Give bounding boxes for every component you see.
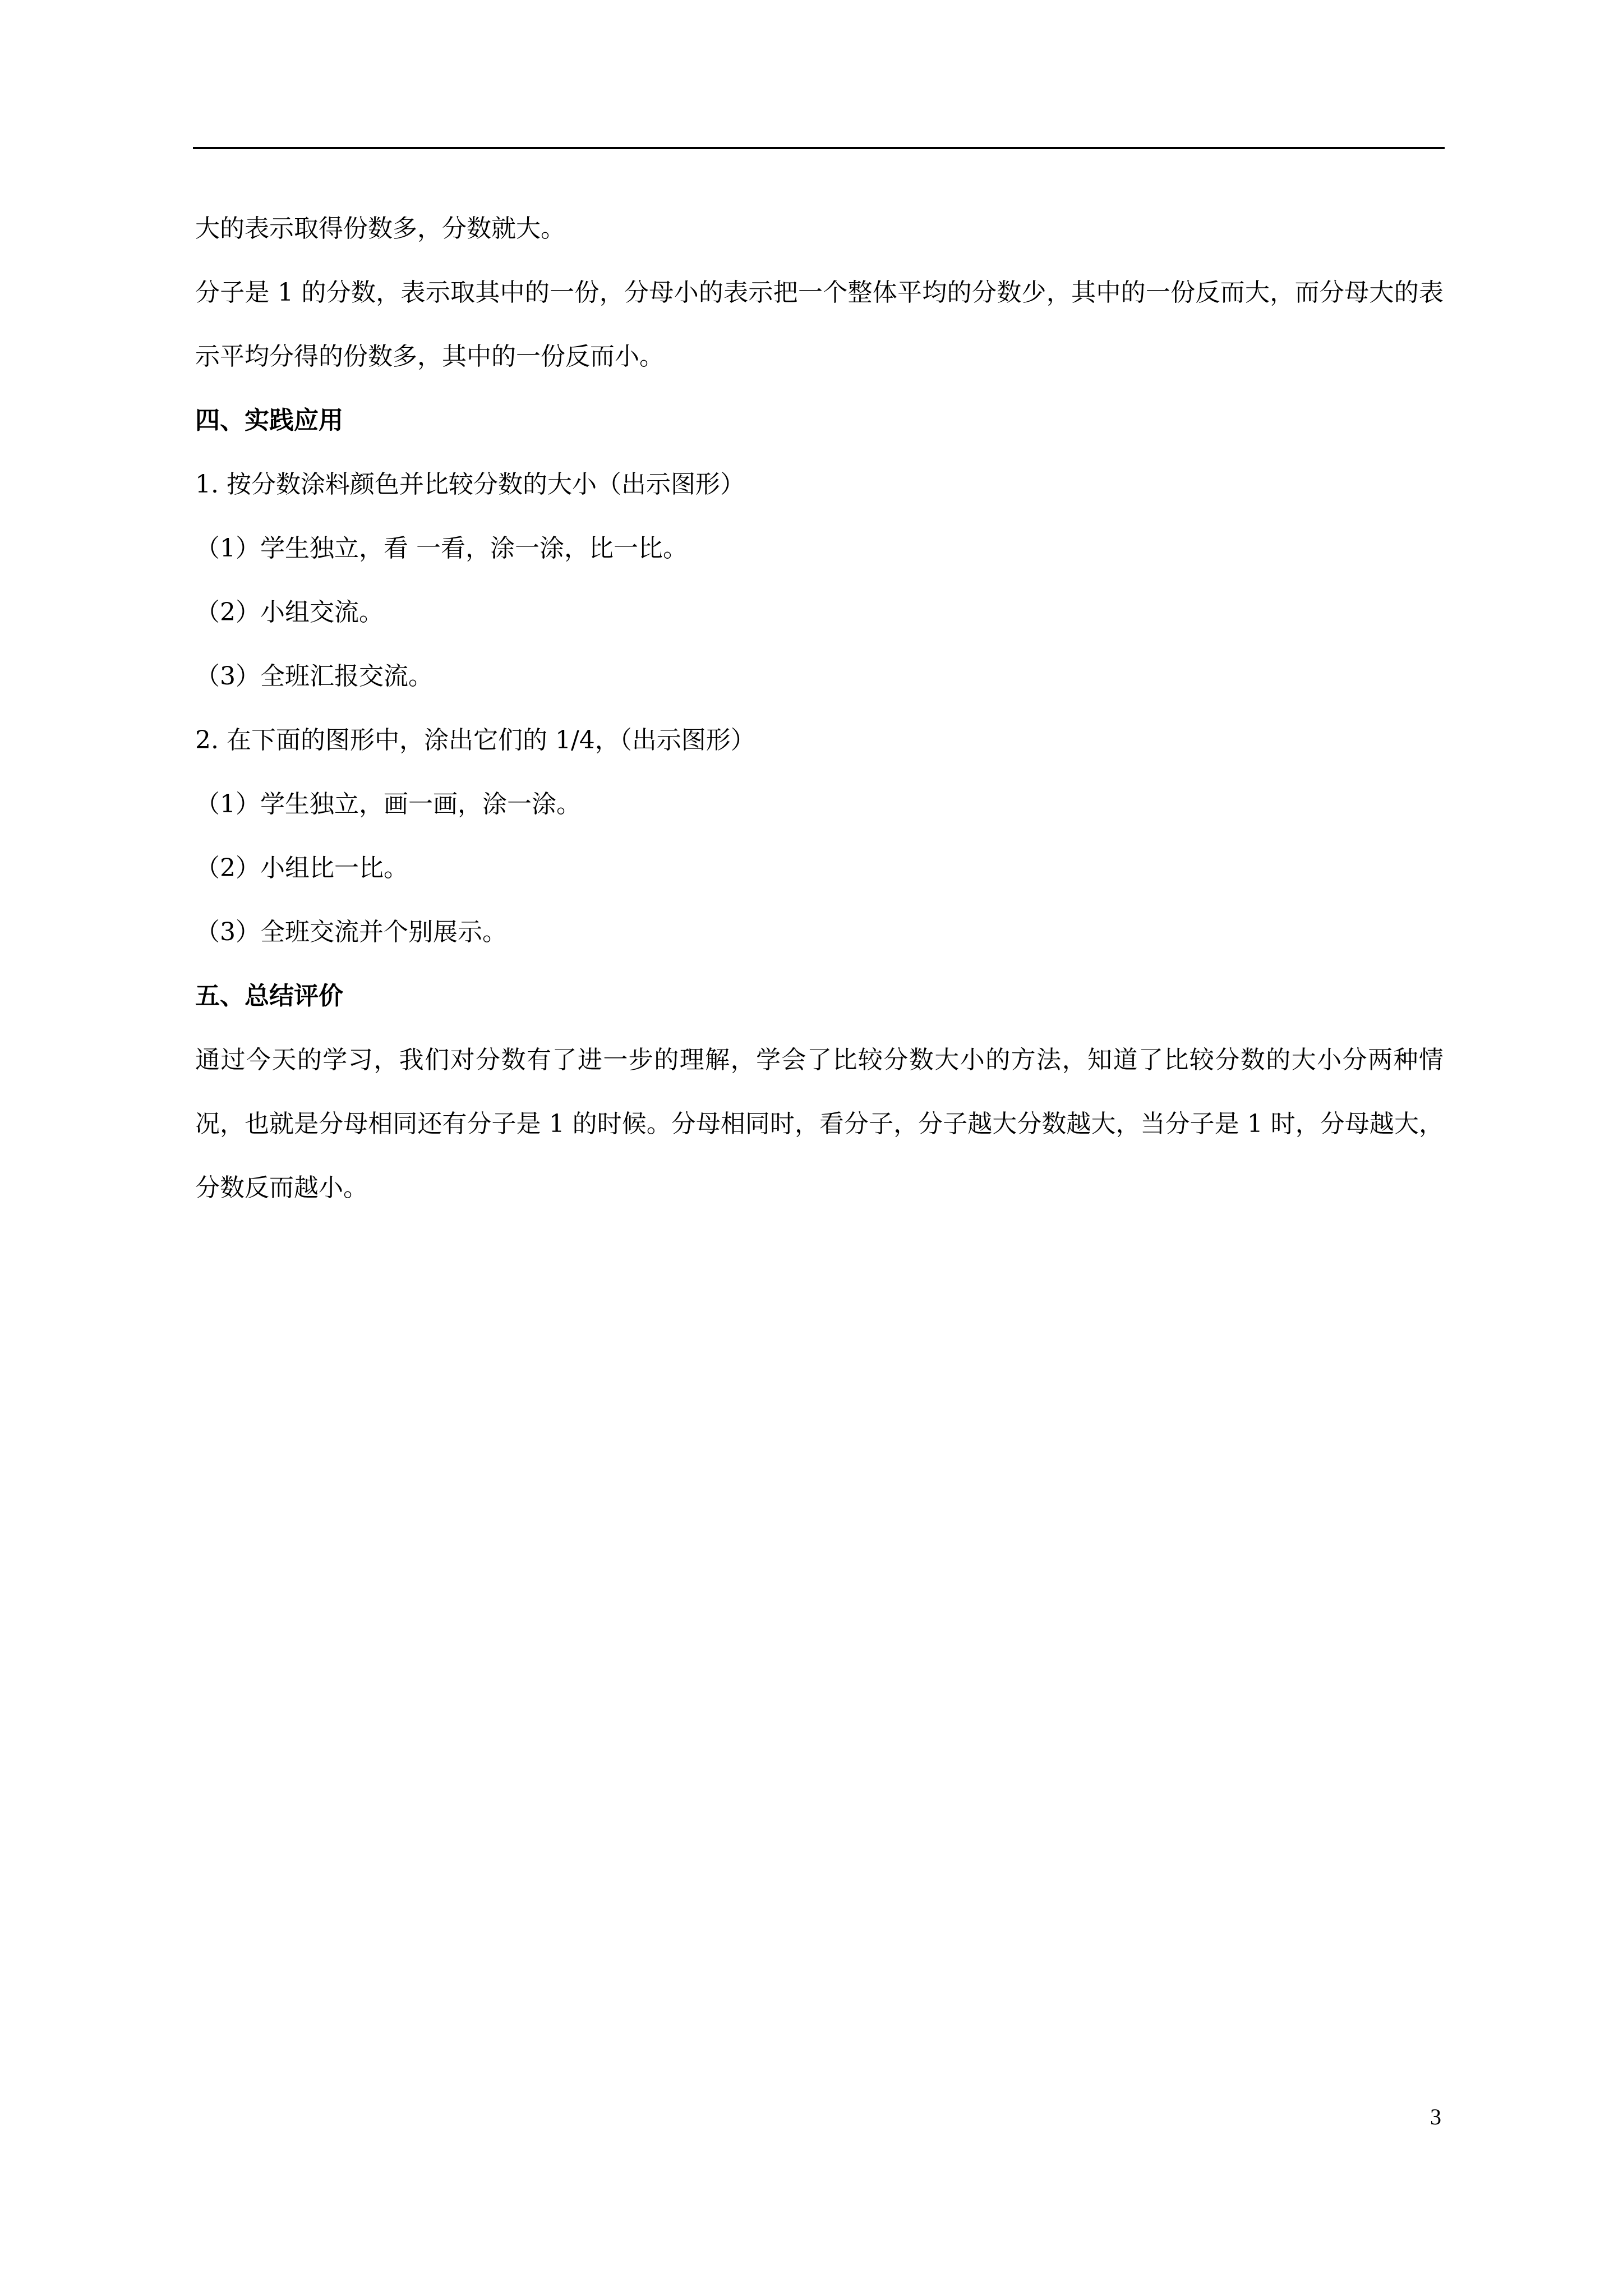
exercise-1-step-2: （2）小组交流。 [195, 598, 384, 627]
header-rule [193, 147, 1445, 149]
section-heading-practice: 四、实践应用 [195, 406, 343, 435]
document-body [195, 208, 1444, 1231]
summary-paragraph: 通过今天的学习，我们对分数有了进一步的理解，学会了比较分数大小的方法，知道了比较分数的大小分两种情况，也就是分母相同还有分子是 1 的时候。分母相同时，看分子，分子越大分数越大，当分子是 1 时，分母越大，分数反而越小。 [195, 1046, 1444, 1202]
exercise-1-title: 1. 按分数涂料颜色并比较分数的大小（出示图形） [195, 470, 745, 499]
exercise-1-step-3: （3）全班汇报交流。 [195, 662, 433, 691]
page-number: 3 [1430, 2104, 1441, 2129]
exercise-2-step-3: （3）全班交流并个别展示。 [195, 918, 507, 946]
exercise-1-step-1: （1）学生独立，看 一看，涂一涂，比一比。 [195, 534, 688, 563]
exercise-2-step-2: （2）小组比一比。 [195, 854, 408, 882]
section-heading-summary: 五、总结评价 [195, 982, 343, 1010]
exercise-2-step-1: （1）学生独立，画一画，涂一涂。 [195, 790, 581, 818]
paragraph-continuation: 大的表示取得份数多，分数就大。 [195, 214, 565, 243]
paragraph-fraction-numerator-one: 分子是 1 的分数，表示取其中的一份，分母小的表示把一个整体平均的分数少，其中的一份反而大，而分母大的表示平均分得的份数多，其中的一份反而小。 [195, 278, 1444, 371]
exercise-2-title: 2. 在下面的图形中，涂出它们的 1/4，（出示图形） [195, 726, 755, 754]
